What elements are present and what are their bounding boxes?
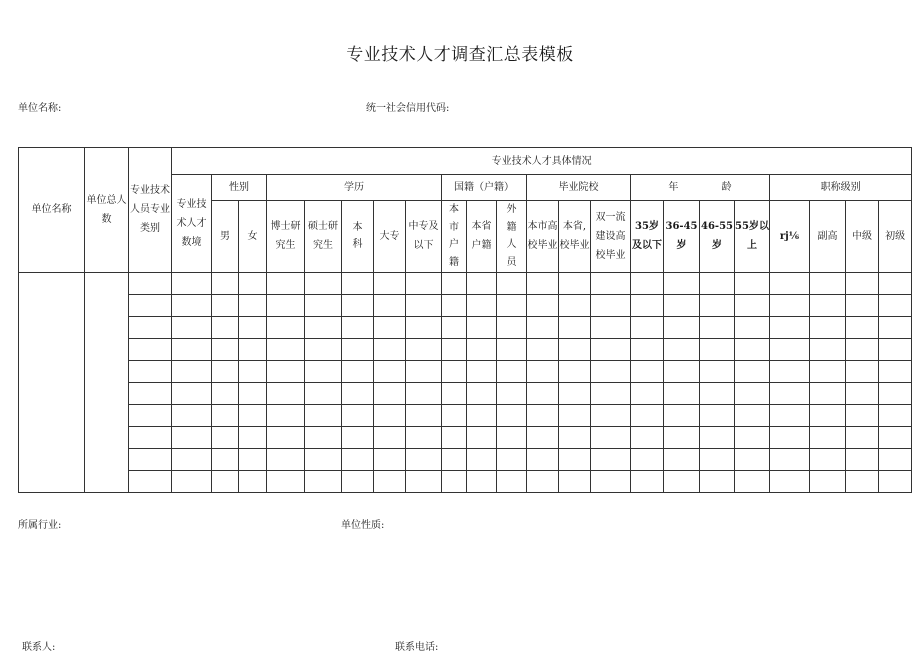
table-cell[interactable] [735,272,770,294]
header-age-55plus: 55岁以上 [735,201,770,273]
table-cell[interactable] [129,272,172,294]
table-cell[interactable] [810,448,846,470]
unit-nature-label: 单位性质: [341,520,385,531]
table-cell[interactable] [239,382,267,404]
table-cell[interactable] [846,338,879,360]
table-cell[interactable] [267,382,305,404]
table-cell[interactable] [527,360,559,382]
header-secondary: 中专及以下 [406,201,442,273]
table-row [19,360,912,382]
table-cell[interactable] [172,294,212,316]
table-cell[interactable] [212,272,239,294]
table-row [19,294,912,316]
table-cell[interactable] [239,338,267,360]
table-cell[interactable] [879,404,912,426]
header-total-count: 单位总人数 [85,148,129,273]
table-cell[interactable] [879,448,912,470]
table-cell[interactable] [770,338,810,360]
table-cell[interactable] [559,360,591,382]
table-cell[interactable] [239,448,267,470]
table-row [19,448,912,470]
table-cell[interactable] [442,316,467,338]
table-cell[interactable] [735,426,770,448]
table-cell[interactable] [631,272,664,294]
table-cell[interactable] [559,382,591,404]
table-cell[interactable] [770,360,810,382]
table-cell[interactable] [442,470,467,492]
table-cell[interactable] [664,382,700,404]
table-cell[interactable] [172,272,212,294]
table-cell[interactable] [239,272,267,294]
table-cell[interactable] [846,360,879,382]
table-cell[interactable] [374,316,406,338]
table-cell[interactable] [700,272,735,294]
header-age-35: 35岁及以下 [631,201,664,273]
table-cell[interactable] [212,404,239,426]
table-cell[interactable] [559,294,591,316]
table-cell[interactable] [700,360,735,382]
table-cell[interactable] [374,272,406,294]
table-cell[interactable] [129,316,172,338]
table-cell[interactable] [305,470,342,492]
survey-table [18,147,912,493]
table-cell[interactable] [239,360,267,382]
table-cell[interactable] [467,470,497,492]
table-cell[interactable] [305,382,342,404]
table-cell[interactable] [527,272,559,294]
table-cell[interactable] [305,448,342,470]
table-cell[interactable] [846,316,879,338]
table-cell[interactable] [467,316,497,338]
table-cell[interactable] [442,360,467,382]
table-cell[interactable] [631,316,664,338]
table-cell[interactable] [497,470,527,492]
header-local-origin: 本市户籍 [442,201,467,273]
table-cell[interactable] [700,294,735,316]
table-cell[interactable] [239,294,267,316]
table-cell[interactable] [212,426,239,448]
table-cell[interactable] [527,338,559,360]
table-cell[interactable] [846,272,879,294]
table-cell[interactable] [442,426,467,448]
table-cell[interactable] [846,426,879,448]
table-cell[interactable] [129,338,172,360]
table-cell[interactable] [129,360,172,382]
table-cell[interactable] [664,316,700,338]
table-cell[interactable] [497,448,527,470]
header-details: 专业技术人才具体情况 [172,148,912,175]
table-cell[interactable] [591,470,631,492]
header-junior: 初级 [879,201,912,273]
table-cell[interactable] [527,382,559,404]
table-cell[interactable] [664,294,700,316]
table-cell[interactable] [879,316,912,338]
table-cell[interactable] [527,404,559,426]
table-cell[interactable] [467,426,497,448]
header-age-46-55: 46-55岁 [700,201,735,273]
table-cell[interactable] [664,426,700,448]
table-cell[interactable] [770,294,810,316]
industry-label: 所属行业: [18,520,62,531]
header-vice-senior: 副高 [810,201,846,273]
table-cell[interactable] [497,294,527,316]
table-cell[interactable] [879,338,912,360]
table-cell[interactable] [267,294,305,316]
table-cell[interactable] [267,404,305,426]
table-cell[interactable] [559,426,591,448]
table-cell[interactable] [846,470,879,492]
table-cell[interactable] [442,382,467,404]
table-cell[interactable] [406,426,442,448]
table-cell[interactable] [810,360,846,382]
header-origin: 国籍（户籍） [442,175,527,201]
table-cell[interactable] [810,316,846,338]
table-cell[interactable] [212,338,239,360]
table-cell[interactable] [559,448,591,470]
table-cell[interactable] [591,404,631,426]
table-cell[interactable] [172,470,212,492]
table-cell[interactable] [591,448,631,470]
contact-label: 联系人: [22,642,56,653]
table-cell[interactable] [406,294,442,316]
table-cell[interactable] [846,404,879,426]
header-local-school: 本市高校毕业 [527,201,559,273]
table-cell[interactable] [631,360,664,382]
table-row [19,404,912,426]
table-cell[interactable] [212,382,239,404]
table-cell[interactable] [497,404,527,426]
table-cell[interactable] [527,426,559,448]
page-title: 专业技术人才调查汇总表模板 [346,45,574,65]
table-cell[interactable] [770,404,810,426]
table-cell[interactable] [442,338,467,360]
table-cell[interactable] [374,360,406,382]
table-cell[interactable] [172,360,212,382]
header-senior: rj⅙ [770,201,810,273]
table-cell[interactable] [172,316,212,338]
table-cell[interactable] [770,272,810,294]
header-female: 女 [239,201,267,273]
table-row [19,470,912,492]
table-cell[interactable] [631,338,664,360]
table-cell[interactable] [591,294,631,316]
table-cell[interactable] [374,294,406,316]
table-cell[interactable] [342,404,374,426]
table-cell[interactable] [305,316,342,338]
table-cell[interactable] [846,382,879,404]
credit-code-label: 统一社会信用代码: [366,103,450,114]
header-school: 毕业院校 [527,175,631,201]
table-cell[interactable] [374,382,406,404]
table-cell[interactable] [172,338,212,360]
table-cell[interactable] [442,448,467,470]
header-title-level: 职称级别 [770,175,912,201]
table-cell[interactable] [664,404,700,426]
table-cell[interactable] [467,404,497,426]
table-cell[interactable] [374,426,406,448]
header-province-origin: 本省户籍 [467,201,497,273]
table-cell[interactable] [342,382,374,404]
table-cell[interactable] [172,426,212,448]
table-cell[interactable] [770,426,810,448]
table-cell[interactable] [631,470,664,492]
header-gender: 性别 [212,175,267,201]
table-cell[interactable] [374,338,406,360]
table-cell[interactable] [406,338,442,360]
table-row [19,426,912,448]
table-cell[interactable] [700,338,735,360]
table-cell[interactable] [212,470,239,492]
table-cell[interactable] [770,316,810,338]
table-cell[interactable] [770,382,810,404]
table-cell[interactable] [527,316,559,338]
table-cell[interactable] [239,426,267,448]
table-cell[interactable] [129,404,172,426]
table-cell[interactable] [591,338,631,360]
unit-name-label: 单位名称: [18,103,62,114]
table-cell[interactable] [810,470,846,492]
header-talent-count: 专业技术人才数境 [172,175,212,273]
table-cell[interactable] [212,294,239,316]
table-cell[interactable] [810,382,846,404]
header-middle: 中级 [846,201,879,273]
unit-total-cell[interactable] [85,272,129,492]
table-cell[interactable] [467,272,497,294]
table-cell[interactable] [879,360,912,382]
table-cell[interactable] [406,404,442,426]
table-cell[interactable] [267,338,305,360]
table-cell[interactable] [810,294,846,316]
table-row [19,382,912,404]
table-cell[interactable] [770,470,810,492]
table-cell[interactable] [700,426,735,448]
table-cell[interactable] [406,272,442,294]
table-cell[interactable] [497,338,527,360]
table-cell[interactable] [559,316,591,338]
table-cell[interactable] [559,338,591,360]
table-cell[interactable] [406,316,442,338]
table-cell[interactable] [129,426,172,448]
table-cell[interactable] [497,272,527,294]
table-cell[interactable] [735,382,770,404]
table-cell[interactable] [631,448,664,470]
table-cell[interactable] [305,360,342,382]
table-cell[interactable] [879,470,912,492]
table-cell[interactable] [559,404,591,426]
table-cell[interactable] [559,470,591,492]
table-cell[interactable] [374,448,406,470]
table-cell[interactable] [527,294,559,316]
table-cell[interactable] [267,448,305,470]
table-cell[interactable] [810,426,846,448]
table-cell[interactable] [879,272,912,294]
table-cell[interactable] [700,404,735,426]
table-cell[interactable] [664,338,700,360]
header-foreign: 外籍人员 [497,201,527,273]
table-cell[interactable] [267,272,305,294]
table-cell[interactable] [406,470,442,492]
table-cell[interactable] [129,382,172,404]
table-cell[interactable] [305,294,342,316]
table-cell[interactable] [442,272,467,294]
table-row [19,316,912,338]
table-cell[interactable] [305,338,342,360]
table-cell[interactable] [810,338,846,360]
table-cell[interactable] [879,426,912,448]
table-cell[interactable] [305,404,342,426]
unit-name-cell[interactable] [19,272,85,492]
table-cell[interactable] [342,426,374,448]
table-cell[interactable] [631,426,664,448]
table-cell[interactable] [374,470,406,492]
table-cell[interactable] [129,470,172,492]
table-cell[interactable] [527,448,559,470]
table-cell[interactable] [129,448,172,470]
header-double-first: 双一流建设高校毕业 [591,201,631,273]
table-cell[interactable] [664,272,700,294]
table-cell[interactable] [770,448,810,470]
table-cell[interactable] [212,316,239,338]
table-cell[interactable] [267,470,305,492]
table-cell[interactable] [342,448,374,470]
table-cell[interactable] [664,448,700,470]
table-cell[interactable] [442,294,467,316]
table-cell[interactable] [212,360,239,382]
table-cell[interactable] [700,470,735,492]
table-cell[interactable] [735,316,770,338]
table-cell[interactable] [239,404,267,426]
table-cell[interactable] [591,382,631,404]
table-cell[interactable] [591,316,631,338]
header-province-school: 本省,校毕业 [559,201,591,273]
table-cell[interactable] [305,272,342,294]
table-cell[interactable] [664,360,700,382]
header-category: 专业技术人员专业类别 [129,148,172,273]
table-cell[interactable] [467,294,497,316]
table-cell[interactable] [497,382,527,404]
table-cell[interactable] [735,338,770,360]
table-cell[interactable] [700,316,735,338]
table-cell[interactable] [342,316,374,338]
table-cell[interactable] [129,294,172,316]
table-cell[interactable] [735,448,770,470]
table-cell[interactable] [305,426,342,448]
table-cell[interactable] [342,338,374,360]
table-cell[interactable] [497,316,527,338]
table-cell[interactable] [406,382,442,404]
table-cell[interactable] [631,382,664,404]
table-cell[interactable] [497,426,527,448]
table-cell[interactable] [559,272,591,294]
table-cell[interactable] [846,448,879,470]
table-cell[interactable] [467,448,497,470]
header-doctor: 博士研究生 [267,201,305,273]
table-cell[interactable] [342,470,374,492]
table-cell[interactable] [467,338,497,360]
table-cell[interactable] [467,360,497,382]
table-cell[interactable] [172,448,212,470]
table-cell[interactable] [267,426,305,448]
table-cell[interactable] [374,404,406,426]
header-age: 年 龄 [631,175,770,201]
table-cell[interactable] [846,294,879,316]
table-row [19,338,912,360]
table-cell[interactable] [735,404,770,426]
table-cell[interactable] [810,272,846,294]
table-cell[interactable] [267,316,305,338]
phone-label: 联系电话: [395,642,439,653]
table-cell[interactable] [700,382,735,404]
table-cell[interactable] [267,360,305,382]
table-cell[interactable] [497,360,527,382]
table-cell[interactable] [342,360,374,382]
table-cell[interactable] [467,382,497,404]
table-cell[interactable] [735,294,770,316]
table-cell[interactable] [631,404,664,426]
table-cell[interactable] [591,426,631,448]
table-cell[interactable] [442,404,467,426]
header-bachelor: 本科 [342,201,374,273]
table-cell[interactable] [172,404,212,426]
table-cell[interactable] [342,272,374,294]
table-cell[interactable] [212,448,239,470]
table-cell[interactable] [735,470,770,492]
header-education: 学历 [267,175,442,201]
table-cell[interactable] [406,360,442,382]
table-row [19,272,912,294]
header-master: 硕士研究生 [305,201,342,273]
header-age-36-45: 36-45岁 [664,201,700,273]
table-cell[interactable] [810,404,846,426]
table-cell[interactable] [631,294,664,316]
table-cell[interactable] [700,448,735,470]
table-cell[interactable] [735,360,770,382]
table-cell[interactable] [879,294,912,316]
table-cell[interactable] [879,382,912,404]
table-cell[interactable] [406,448,442,470]
header-male: 男 [212,201,239,273]
table-cell[interactable] [239,470,267,492]
table-cell[interactable] [591,272,631,294]
table-cell[interactable] [239,316,267,338]
header-unit-name: 单位名称 [19,148,85,273]
table-cell[interactable] [342,294,374,316]
header-college: 大专 [374,201,406,273]
table-cell[interactable] [664,470,700,492]
table-cell[interactable] [172,382,212,404]
table-cell[interactable] [591,360,631,382]
table-cell[interactable] [527,470,559,492]
